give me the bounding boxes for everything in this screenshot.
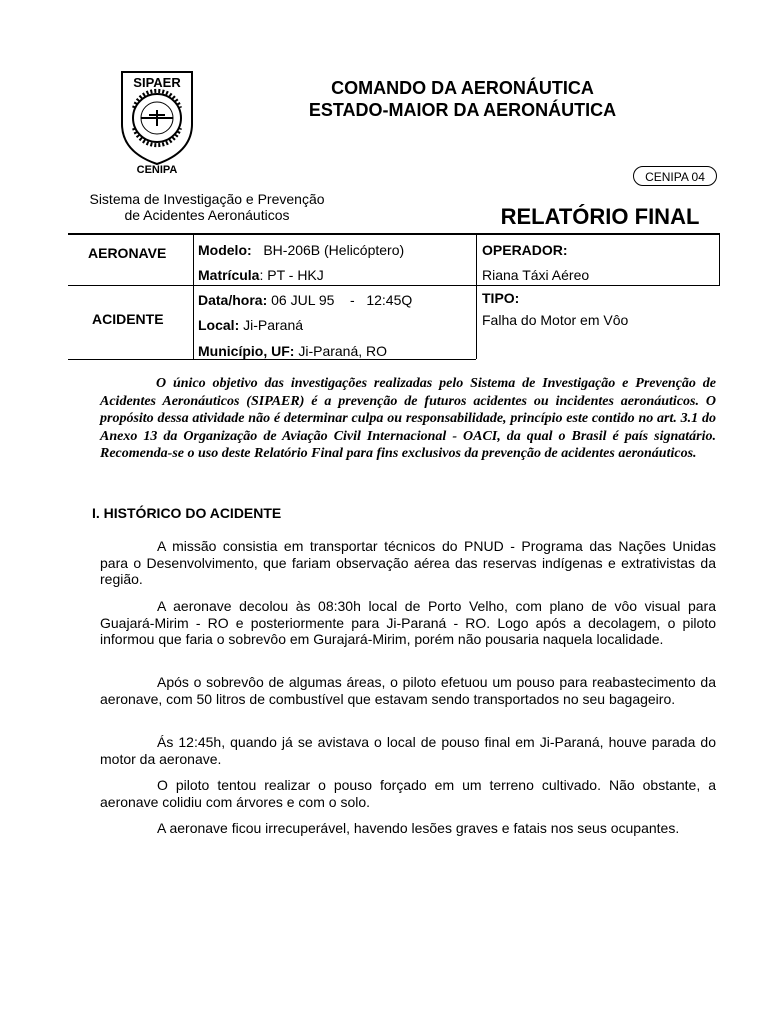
table-right-border [719, 235, 720, 286]
history-paragraph-5: O piloto tentou realizar o pouso forçado em um terreno cultivado. Não obstante, a aeronave colidiu com árvores e com o solo. [100, 777, 716, 810]
acidente-label: ACIDENTE [92, 311, 164, 327]
report-title: RELATÓRIO FINAL [500, 204, 700, 229]
matricula-row [198, 267, 324, 283]
municipio-value: Ji-Paraná, RO [298, 343, 388, 359]
modelo-row [198, 242, 404, 258]
hora-value: 12:45Q [366, 292, 413, 308]
disclaimer-text: O único objetivo das investigações realizadas pelo Sistema de Investigação e Prevenção de Acidentes Aeronáuticos (SIPAER) é a prevenção de futuros acidentes ou incidentes aeronáuticos. O propósito dessa atividade não é determinar culpa ou responsabilidade, princípio este contido no art. 3.1 do Anexo 13 da Organização de Aviação Civil Internacional - OACI, da qual o Brasil é país signatário. Recomenda-se o uso deste Relatório Final para fins exclusivos da prevenção de acidentes aeronáuticos. [100, 376, 716, 461]
tipo-value: Falha do Motor em Vôo [482, 312, 629, 328]
operador-label: OPERADOR: [482, 242, 568, 258]
table-divider-right [476, 235, 477, 359]
local-row [198, 317, 303, 333]
municipio-label: Município, UF: [198, 343, 295, 359]
matricula-value: : PT - HKJ [259, 267, 324, 283]
sipaer-logo [112, 68, 202, 176]
history-paragraph-6: A aeronave ficou irrecuperável, havendo lesões graves e fatais nos seus ocupantes. [157, 820, 680, 836]
operador-value: Riana Táxi Aéreo [482, 267, 590, 283]
disclaimer-paragraph [100, 375, 716, 463]
org-name-line2: ESTADO-MAIOR DA AERONÁUTICA [308, 100, 617, 120]
matricula-label: Matrícula [198, 267, 260, 283]
aeronave-label: AERONAVE [88, 245, 167, 261]
org-name-line1: COMANDO DA AERONÁUTICA [331, 78, 594, 98]
table-mid-rule [68, 285, 720, 286]
modelo-label: Modelo: [198, 242, 252, 258]
local-value: Ji-Paraná [243, 317, 304, 333]
history-paragraph-1: A missão consistia em transportar técnicos do PNUD - Programa das Nações Unidas para o Desenvolvimento, que fariam observação aérea das reservas indígenas e extrativistas da região. [100, 538, 716, 587]
history-paragraph-3: Após o sobrevôo de algumas áreas, o piloto efetuou um pouso para reabastecimento da aeronave, com 50 litros de combustível que estavam sendo transportados no seu bagageiro. [100, 674, 716, 707]
datahora-row [198, 292, 412, 308]
logo-subtitle: CENIPA [136, 164, 178, 176]
doc-code-badge: CENIPA 04 [633, 166, 717, 186]
datahora-label: Data/hora: [198, 292, 268, 308]
tipo-label: TIPO: [482, 290, 520, 306]
municipio-row [198, 343, 387, 359]
section-heading: I. HISTÓRICO DO ACIDENTE [92, 505, 282, 521]
local-label: Local: [198, 317, 240, 333]
table-bottom-rule [68, 359, 476, 360]
modelo-value: BH-206B (Helicóptero) [263, 242, 405, 258]
table-top-rule [68, 233, 720, 235]
history-paragraph-4: Ás 12:45h, quando já se avistava o local de pouso final em Ji-Paraná, houve parada do motor da aeronave. [100, 734, 716, 767]
system-name-line1: Sistema de Investigação e Prevenção [89, 191, 325, 207]
system-name-line2: de Acidentes Aeronáuticos [124, 207, 290, 223]
data-value: 06 JUL 95 [271, 292, 335, 308]
logo-text: SIPAER [133, 75, 181, 90]
table-divider-left [193, 235, 194, 359]
separator: - [350, 292, 355, 308]
history-paragraph-2: A aeronave decolou às 08:30h local de Porto Velho, com plano de vôo visual para Guajará-Mirim - RO e posteriormente para Ji-Paraná - RO. Logo após a decolagem, o piloto informou que faria o sobrevôo em Gurajará-Mirim, porém não pousaria naquela localidade. [100, 598, 716, 647]
